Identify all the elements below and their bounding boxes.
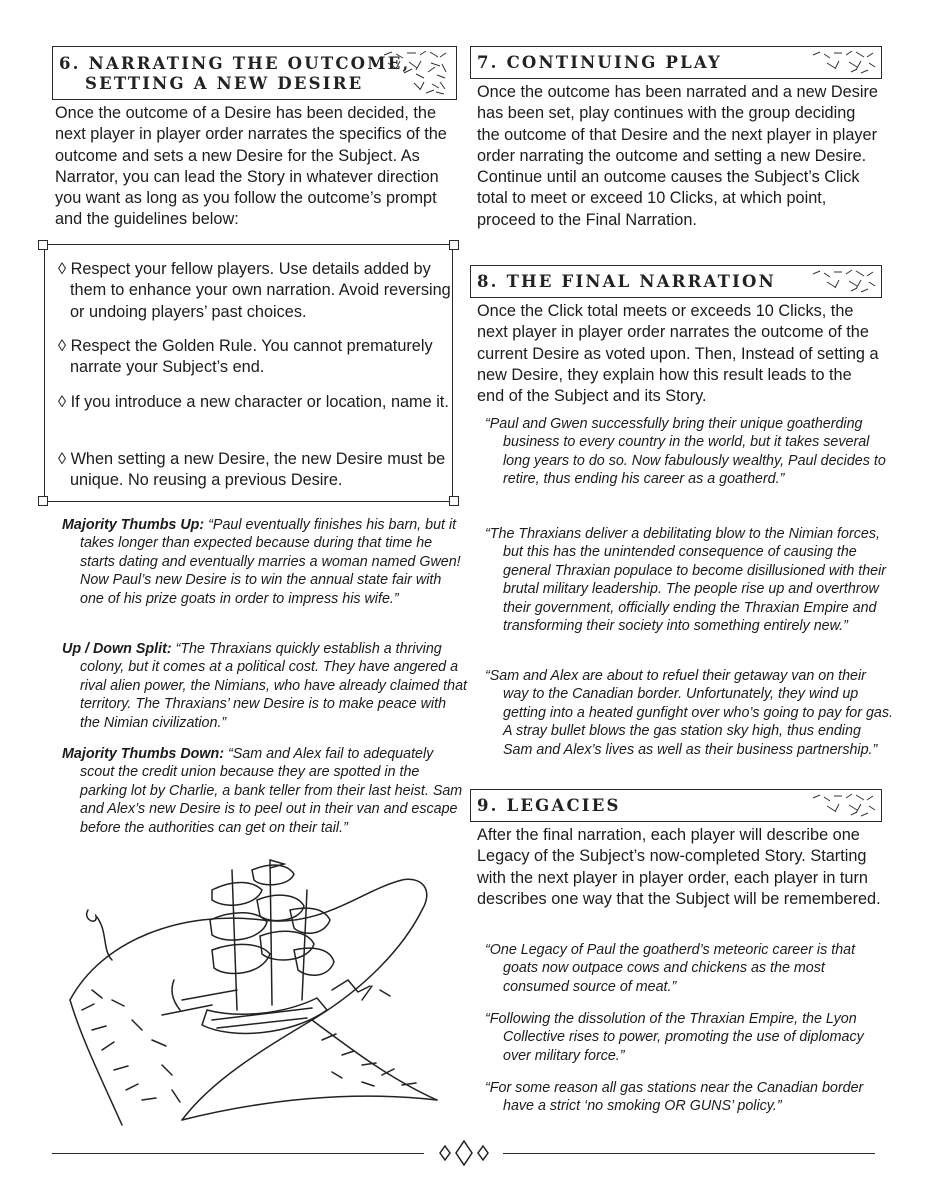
hatched-ornament-icon — [807, 268, 877, 296]
section-8-body: Once the Click total meets or exceeds 10 Clicks, the next player in player order narrates the outcome of the current Desire as voted upon. Then, Instead of setting a new Desire, they explain how this result leads to the end of the Subject and its Story. — [477, 302, 879, 406]
section-9-title: 9. LEGACIES — [477, 796, 621, 815]
example-split — [62, 640, 468, 732]
guidelines-box — [44, 244, 453, 502]
guideline-item: ◊ If you introduce a new character or location, name it. — [58, 393, 449, 411]
guideline-item: ◊ Respect the Golden Rule. You cannot prematurely narrate your Subject’s end. — [58, 337, 433, 377]
final-narration-quote: “Paul and Gwen successfully bring their unique goatherding business to every country in the world, but it takes several long years to do so. Now fabulously wealthy, Paul decides to retire, thus ending his career as a goatherd.” — [485, 416, 886, 488]
hatched-ornament-icon — [374, 49, 452, 97]
corner-ornament-icon — [449, 496, 459, 506]
sailing-ship-illustration — [62, 850, 442, 1130]
example-text: “The Thraxians quickly establish a thriving colony, but it comes at a political cost. They have angered a rival alien power, the Nimians, who have already claimed that territory. The Thraxians’ new Desire is to make peace with the Nimian civilization.” — [80, 641, 468, 731]
example-text: “Paul eventually finishes his barn, but it takes longer than expected because during that time he starts dating and eventually marries a woman named Gwen! Now Paul’s new Desire is to win the annual state fair with one of his prize goats in order to impress his wife.” — [80, 517, 461, 607]
corner-ornament-icon — [38, 240, 48, 250]
hatched-ornament-icon — [807, 792, 877, 820]
section-9-body: After the final narration, each player will describe one Legacy of the Subject’s now-completed Story. Starting with the next player in player order, each player in turn describes one way that the Subject will be remembered. — [477, 826, 881, 908]
example-thumbs-down — [62, 745, 468, 837]
section-8-heading — [470, 265, 882, 298]
section-7-heading — [470, 46, 882, 79]
legacy-quote: “One Legacy of Paul the goatherd’s meteoric career is that goats now outpace cows and chickens as the most consumed source of meat.” — [485, 942, 856, 995]
section-6-body: Once the outcome of a Desire has been decided, the next player in player order narrates the specifics of the outcome and sets a new Desire for the Subject. As Narrator, you can lead the Story in whatever direction you want as long as you follow the outcome’s prompt and the guidelines below: — [55, 104, 447, 229]
box-left-border — [44, 245, 45, 501]
hatched-ornament-icon — [807, 49, 877, 77]
footer-rule-right — [503, 1153, 875, 1154]
guideline-item: ◊ Respect your fellow players. Use details added by them to enhance your own narration. Avoid reversing or undoing players’ past choices. — [58, 260, 451, 321]
diamond-trio-ornament-icon — [437, 1138, 491, 1168]
example-label: Up / Down Split: — [62, 641, 172, 657]
section-6-title-line2: SETTING A NEW DESIRE — [85, 74, 364, 93]
example-label: Majority Thumbs Down: — [62, 746, 225, 762]
legacy-quote: “For some reason all gas stations near the Canadian border have a strict ‘no smoking OR GUNS’ policy.” — [485, 1080, 864, 1115]
example-text: “Sam and Alex fail to adequately scout the credit union because they are spotted in the parking lot by Charlie, a bank teller from their last heist. Sam and Alex’s new Desire is to peel out in their van and escape before the authorities can get on their tail.” — [80, 746, 463, 836]
final-narration-quote: “The Thraxians deliver a debilitating blow to the Nimian forces, but this has the unintended consequence of causing the general Thraxian populace to become disillusioned with their brutal military leadership. The people rise up and overthrow their government, officially ending the Thraxian Empire and transforming their society into something entirely new.” — [485, 526, 887, 635]
section-7-body: Once the outcome has been narrated and a new Desire has been set, play continues with the group deciding the outcome of that Desire and the next player in player order narrating the outcome and setting a new Desire. Continue until an outcome causes the Subject’s Click total to meet or exceed 10 Clicks, at which point, proceed to the Final Narration. — [477, 83, 878, 229]
section-6-title-line1: 6. NARRATING THE OUTCOME, — [59, 54, 411, 73]
section-8-title: 8. THE FINAL NARRATION — [477, 272, 776, 291]
final-narration-quote: “Sam and Alex are about to refuel their getaway van on their way to the Canadian border. Unfortunately, they wind up getting into a heated gunfight over who’s going to pay for gas. A stray bullet blows the gas station sky high, thus ending Sam and Alex’s lives as well as their business partnership.” — [485, 668, 893, 758]
legacy-quote: “Following the dissolution of the Thraxian Empire, the Lyon Collective rises to power, promoting the use of diplomacy over military force.” — [485, 1011, 864, 1064]
example-label: Majority Thumbs Up: — [62, 517, 205, 533]
corner-ornament-icon — [449, 240, 459, 250]
corner-ornament-icon — [38, 496, 48, 506]
section-7-title: 7. CONTINUING PLAY — [477, 53, 723, 72]
footer-rule-left — [52, 1153, 424, 1154]
guideline-item: ◊ When setting a new Desire, the new Desire must be unique. No reusing a previous Desire. — [58, 450, 446, 490]
section-6-heading — [52, 46, 457, 100]
section-9-heading — [470, 789, 882, 822]
example-thumbs-up — [62, 516, 468, 608]
